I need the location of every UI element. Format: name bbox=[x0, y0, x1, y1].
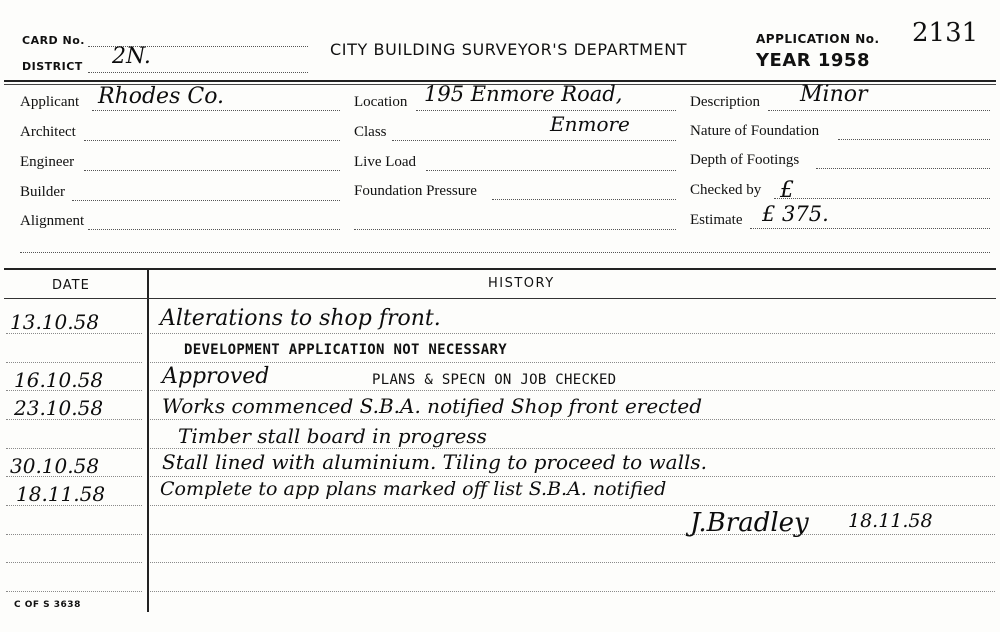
history-date: 18.11.58 bbox=[16, 482, 106, 506]
depth-line bbox=[816, 168, 990, 169]
history-rule bbox=[150, 448, 995, 449]
fields-bottom-line bbox=[20, 252, 990, 253]
history-text: Timber stall board in progress bbox=[178, 424, 487, 448]
history-rule bbox=[150, 333, 995, 334]
year-label: YEAR 1958 bbox=[756, 50, 870, 71]
class-label: Class bbox=[354, 124, 387, 140]
location-label: Location bbox=[354, 94, 408, 110]
history-text: Works commenced S.B.A. notified Shop front erected bbox=[162, 394, 703, 418]
history-date: 16.10.58 bbox=[14, 368, 104, 392]
foundation-pressure-line bbox=[492, 199, 676, 200]
form-code: C OF S 3638 bbox=[14, 600, 81, 610]
history-rule bbox=[150, 419, 995, 420]
checked-line bbox=[774, 198, 990, 199]
class-value: Enmore bbox=[550, 112, 630, 136]
application-no-label: APPLICATION No. bbox=[756, 32, 880, 46]
checked-by-label: Checked by bbox=[690, 182, 762, 198]
estimate-label: Estimate bbox=[690, 212, 743, 228]
date-rule bbox=[6, 591, 142, 592]
department-title: CITY BUILDING SURVEYOR'S DEPARTMENT bbox=[330, 40, 688, 59]
date-rule bbox=[6, 362, 142, 363]
history-header-underline bbox=[4, 298, 996, 299]
estimate-value: £ 375. bbox=[762, 202, 829, 226]
description-label: Description bbox=[690, 94, 760, 110]
date-column-divider bbox=[147, 270, 149, 612]
history-top-divider bbox=[4, 268, 996, 270]
signature: J.Bradley bbox=[690, 508, 809, 538]
district-value: 2N. bbox=[112, 44, 151, 69]
history-rule bbox=[150, 591, 995, 592]
history-date: 30.10.58 bbox=[10, 454, 100, 478]
history-text: Complete to app plans marked off list S.B.A. notified bbox=[160, 478, 667, 500]
applicant-label: Applicant bbox=[20, 94, 80, 110]
date-header: DATE bbox=[52, 278, 90, 293]
class-line bbox=[392, 140, 676, 141]
history-text: Approved bbox=[162, 364, 270, 389]
history-rule bbox=[150, 390, 995, 391]
live-load-line bbox=[426, 170, 676, 171]
development-stamp: DEVELOPMENT APPLICATION NOT NECESSARY bbox=[184, 342, 507, 358]
location-line bbox=[416, 110, 676, 111]
applicant-line bbox=[92, 110, 340, 111]
description-value: Minor bbox=[800, 82, 868, 107]
history-rule bbox=[150, 362, 995, 363]
alignment-label: Alignment bbox=[20, 213, 85, 229]
nature-of-foundation-label: Nature of Foundation bbox=[690, 123, 820, 139]
history-rule bbox=[150, 476, 995, 477]
card-no-label: CARD No. bbox=[22, 34, 85, 47]
history-text: Stall lined with aluminium. Tiling to proceed to walls. bbox=[162, 450, 708, 474]
date-rule bbox=[6, 562, 142, 563]
date-rule bbox=[6, 534, 142, 535]
plans-checked-stamp: PLANS & SPECN ON JOB CHECKED bbox=[372, 372, 617, 388]
live-load-label: Live Load bbox=[354, 154, 417, 170]
history-text: Alterations to shop front. bbox=[160, 306, 441, 331]
description-line bbox=[768, 110, 990, 111]
alignment-line bbox=[88, 229, 340, 230]
location-value: 195 Enmore Road, bbox=[424, 82, 623, 106]
history-date: 23.10.58 bbox=[14, 396, 104, 420]
estimate-line bbox=[750, 228, 990, 229]
foundation-pressure-label: Foundation Pressure bbox=[354, 183, 477, 199]
architect-label: Architect bbox=[20, 124, 76, 140]
district-label: DISTRICT bbox=[22, 60, 83, 73]
history-date: 13.10.58 bbox=[10, 310, 100, 334]
history-header: HISTORY bbox=[488, 276, 555, 291]
builder-label: Builder bbox=[20, 184, 65, 200]
district-line bbox=[88, 72, 308, 73]
history-rule bbox=[150, 562, 995, 563]
history-rule bbox=[150, 505, 995, 506]
application-number: 2131 bbox=[912, 18, 979, 48]
date-rule bbox=[6, 448, 142, 449]
applicant-value: Rhodes Co. bbox=[98, 84, 225, 109]
depth-of-footings-label: Depth of Footings bbox=[690, 152, 800, 168]
nature-line bbox=[838, 139, 990, 140]
history-rule bbox=[150, 534, 995, 535]
builder-line bbox=[72, 200, 340, 201]
checked-value: £ bbox=[780, 178, 794, 203]
engineer-label: Engineer bbox=[20, 154, 75, 170]
engineer-line bbox=[84, 170, 340, 171]
col2-blank-line bbox=[354, 229, 676, 230]
signature-date: 18.11.58 bbox=[848, 510, 933, 532]
architect-line bbox=[84, 140, 340, 141]
